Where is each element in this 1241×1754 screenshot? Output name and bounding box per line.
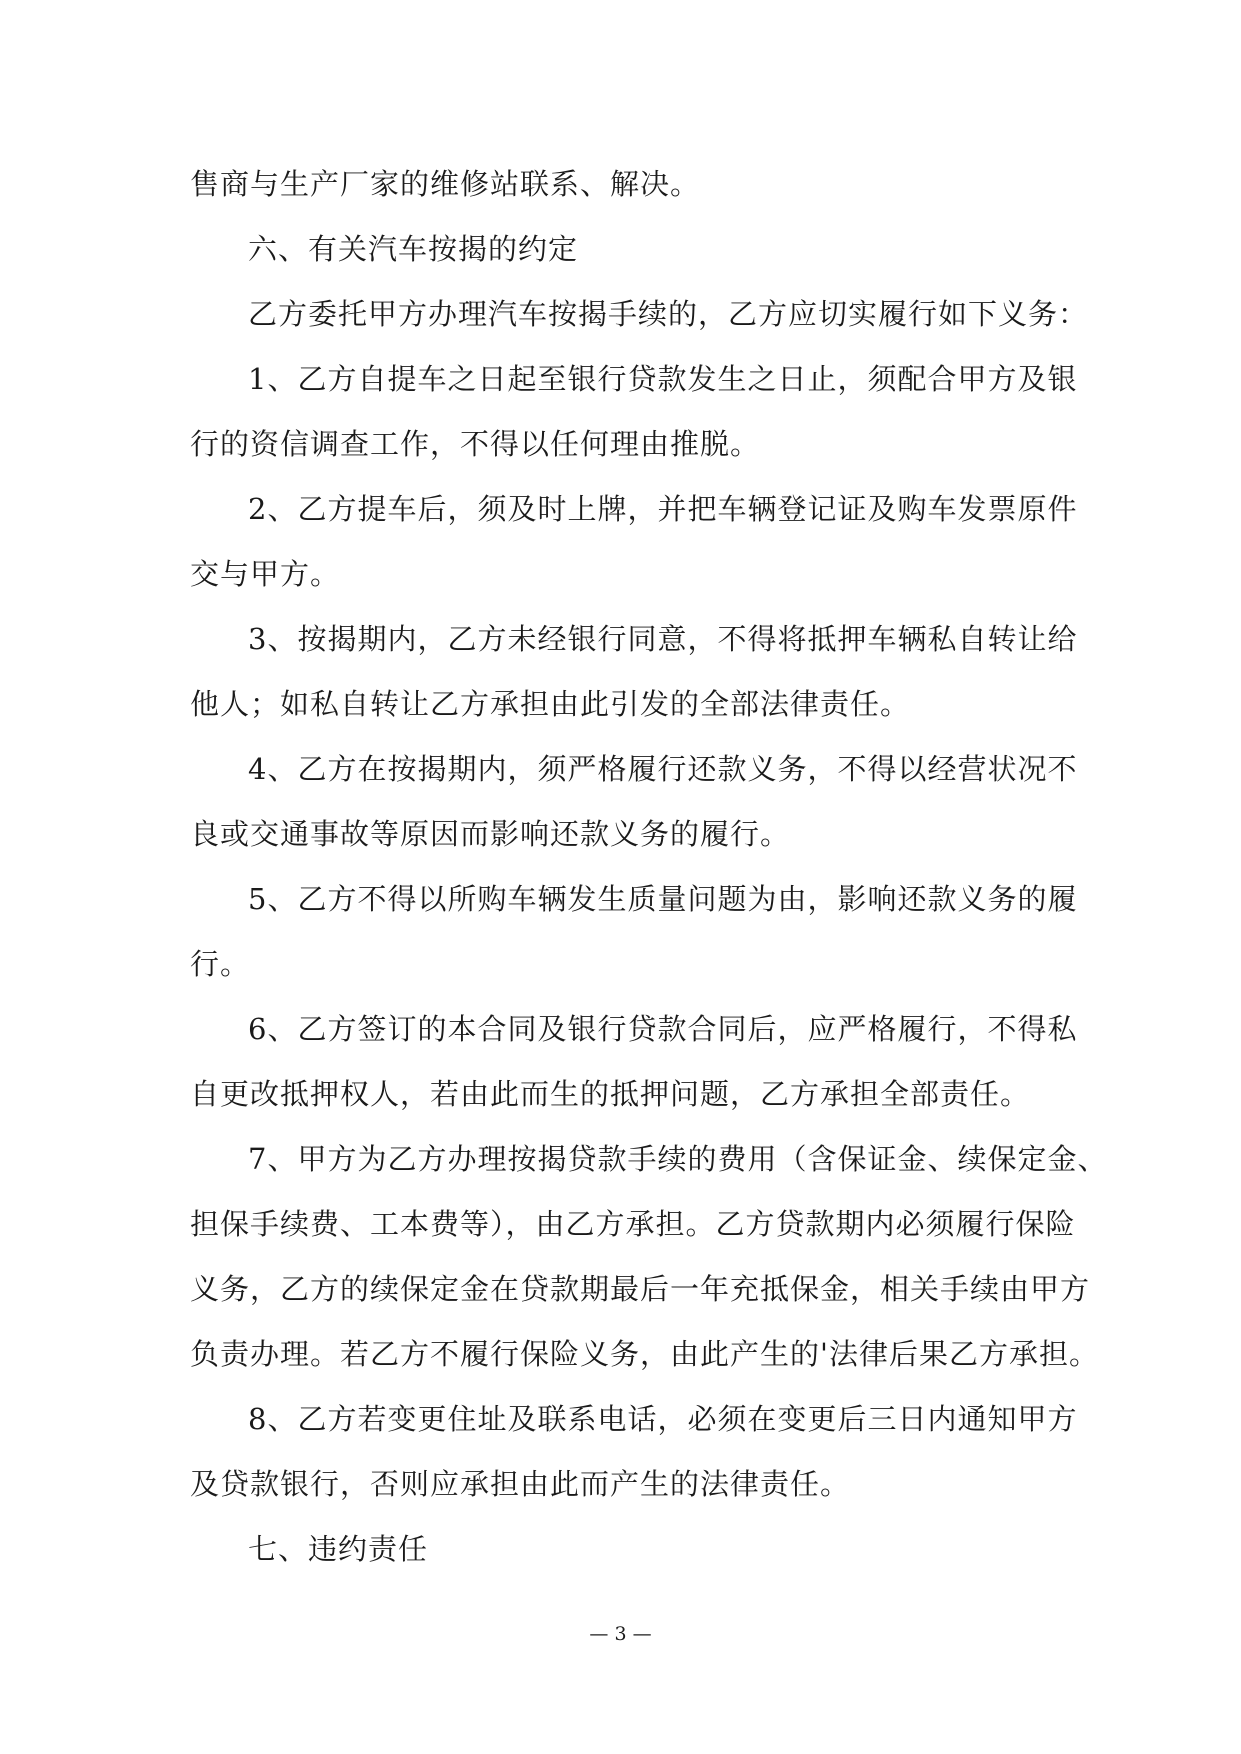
document-body xyxy=(190,152,1108,1582)
text-line: 行的资信调查工作，不得以任何理由推脱。 xyxy=(190,427,761,461)
text-line: 1、乙方自提车之日起至银行贷款发生之日止，须配合甲方及银 xyxy=(248,362,1078,396)
text-line: 良或交通事故等原因而影响还款义务的履行。 xyxy=(190,817,791,851)
text-line: 5、乙方不得以所购车辆发生质量问题为由，影响还款义务的履 xyxy=(248,882,1078,916)
text-line: 8、乙方若变更住址及联系电话，必须在变更后三日内通知甲方 xyxy=(248,1402,1078,1436)
text-line: 义务，乙方的续保定金在贷款期最后一年充抵保金，相关手续由甲方 xyxy=(190,1272,1091,1306)
text-line: 负责办理。若乙方不履行保险义务，由此产生的'法律后果乙方承担。 xyxy=(190,1337,1099,1371)
text-line: 六、有关汽车按揭的约定 xyxy=(248,232,579,266)
text-line: 交与甲方。 xyxy=(190,557,341,591)
text-line: 乙方委托甲方办理汽车按揭手续的，乙方应切实履行如下义务： xyxy=(248,297,1089,331)
text-line: 他人；如私自转让乙方承担由此引发的全部法律责任。 xyxy=(190,687,911,721)
text-line: 担保手续费、工本费等），由乙方承担。乙方贷款期内必须履行保险 xyxy=(190,1207,1076,1241)
text-line: 4、乙方在按揭期内，须严格履行还款义务，不得以经营状况不 xyxy=(248,752,1078,786)
text-line: 及贷款银行，否则应承担由此而产生的法律责任。 xyxy=(190,1467,851,1501)
text-line: 7、甲方为乙方办理按揭贷款手续的费用（含保证金、续保定金、 xyxy=(248,1142,1108,1176)
text-line: 自更改抵押权人，若由此而生的抵押问题，乙方承担全部责任。 xyxy=(190,1077,1031,1111)
text-line: 3、按揭期内，乙方未经银行同意，不得将抵押车辆私自转让给 xyxy=(248,622,1078,656)
text-line: 6、乙方签订的本合同及银行贷款合同后，应严格履行，不得私 xyxy=(248,1012,1078,1046)
page-number: — 3 — xyxy=(589,1623,652,1645)
text-line: 七、违约责任 xyxy=(248,1532,429,1566)
text-line: 售商与生产厂家的维修站联系、解决。 xyxy=(190,167,701,201)
text-line: 行。 xyxy=(190,947,251,981)
text-line: 2、乙方提车后，须及时上牌，并把车辆登记证及购车发票原件 xyxy=(248,492,1078,526)
